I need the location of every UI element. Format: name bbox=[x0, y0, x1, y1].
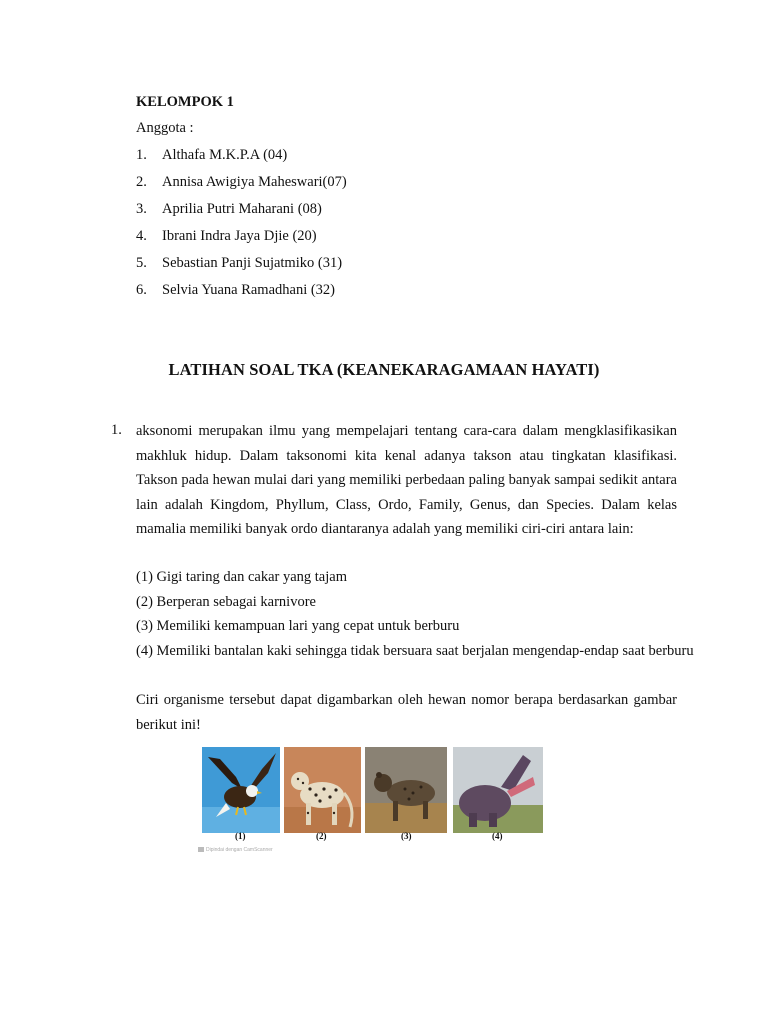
option-item: (2) Berperan sebagai karnivore bbox=[136, 593, 316, 610]
option-item: (4) Memiliki bantalan kaki sehingga tidak bersuara saat berjalan mengendap-endap saat berburu bbox=[136, 642, 694, 659]
animal-figure bbox=[198, 741, 554, 857]
option-item: (1) Gigi taring dan cakar yang tajam bbox=[136, 569, 347, 585]
member-name: Sebastian Panji Sujatmiko (31) bbox=[162, 255, 343, 271]
option-list bbox=[136, 567, 694, 665]
member-number: 1. bbox=[136, 147, 147, 163]
question-prompt: Ciri organisme tersebut dapat digambarkan oleh hewan nomor berapa berdasarkan gambar berikut ini! bbox=[136, 692, 677, 733]
figure-caption: (4) bbox=[492, 831, 503, 841]
list-item bbox=[136, 200, 347, 227]
figure-caption: (2) bbox=[316, 831, 327, 841]
scanner-watermark bbox=[198, 847, 273, 853]
member-name: Ibrani Indra Jaya Djie (20) bbox=[162, 228, 317, 244]
question-number: 1. bbox=[111, 422, 122, 438]
watermark-text: Dipindai dengan CamScanner bbox=[206, 847, 273, 853]
member-list bbox=[136, 146, 347, 308]
member-number: 6. bbox=[136, 282, 147, 298]
member-number: 5. bbox=[136, 255, 147, 271]
list-item bbox=[136, 146, 347, 173]
list-item bbox=[136, 254, 347, 281]
hippopotamus-image bbox=[453, 747, 543, 833]
figure-caption: (1) bbox=[235, 831, 246, 841]
member-name: Selvia Yuana Ramadhani (32) bbox=[162, 282, 336, 298]
list-item bbox=[136, 173, 347, 200]
member-number: 4. bbox=[136, 228, 147, 244]
member-name: Annisa Awigiya Maheswari(07) bbox=[162, 174, 347, 190]
question-text: aksonomi merupakan ilmu yang mempelajari tentang cara-cara dalam mengklasifikasikan makhluk hidup. Dalam taksonomi kita kenal adanya takson atau tingkatan klasifikasi. Takson pada hewan mulai dari yang memiliki perbedaan paling banyak sampai sedikit antara lain adalah Kingdom, Phyllum, Class, Ordo, Family, Genus, dan Species. Dalam kelas mamalia memiliki banyak ordo diantaranya adalah yang memiliki ciri-ciri antara lain: bbox=[136, 423, 677, 537]
group-title: KELOMPOK 1 bbox=[136, 94, 234, 110]
member-number: 2. bbox=[136, 174, 147, 190]
leopard-image bbox=[284, 747, 361, 833]
member-number: 3. bbox=[136, 201, 147, 217]
members-label: Anggota : bbox=[136, 120, 194, 136]
hyena-image bbox=[365, 747, 447, 833]
option-item: (3) Memiliki kemampuan lari yang cepat untuk berburu bbox=[136, 618, 460, 634]
page-title: LATIHAN SOAL TKA (KEANEKARAGAMAAN HAYATI) bbox=[168, 360, 600, 379]
scanner-logo-icon bbox=[198, 847, 204, 852]
list-item bbox=[136, 227, 347, 254]
member-name: Althafa M.K.P.A (04) bbox=[162, 147, 288, 163]
figure-caption: (3) bbox=[401, 831, 412, 841]
member-name: Aprilia Putri Maharani (08) bbox=[162, 201, 322, 217]
eagle-image bbox=[202, 747, 280, 833]
list-item bbox=[136, 281, 347, 308]
